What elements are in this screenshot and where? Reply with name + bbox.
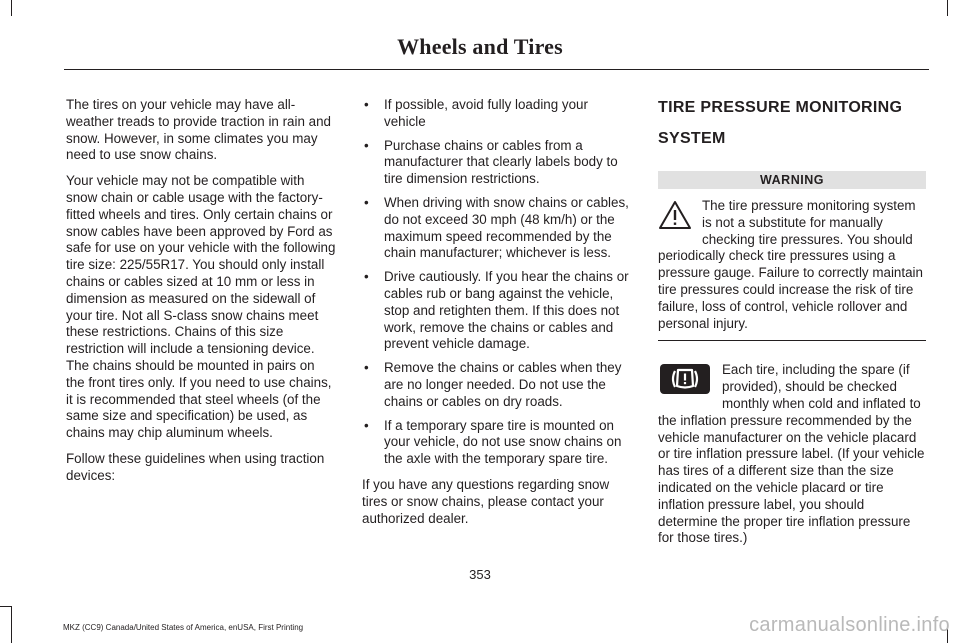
tpms-text: Each tire, including the spare (if provided), should be checked monthly when cold and inflated to the inflation pressure recommended by the vehicle manufacturer on the vehicle placard or tire inflation pressure label. (If your vehicle has tires of a different size than the size indicated on the vehicle placard or tire inflation pressure label, you should determine the proper tire inflation pressure for those tires.) [658, 362, 925, 546]
crop-mark-bottom-left-v [11, 606, 12, 643]
crop-mark-top-right-v [947, 0, 948, 16]
list-item: • Purchase chains or cables from a manufacturer that clearly labels body to tire dimension restrictions. [362, 138, 632, 188]
guidelines-list [362, 97, 632, 468]
paragraph-chain-compatibility: Your vehicle may not be compatible with snow chain or cable usage with the factory-fitted wheels and tires. Only certain chains or snow cables have been approved by Ford as safe for use on your vehicle with the following tire size: 225/55R17. You should only install chains or cables sized at 10 mm or less in dimension as measured on the sidewall of your tire. Not all S-class snow chains meet these restrictions. Chains of this size restriction will include a tensioning device. The chains should be mounted in pairs on the front tires only. If you need to use chains, it is recommended that steel wheels (of the same size and specification) be used, as chains may chip aluminum wheels. [66, 173, 336, 441]
list-item: • If possible, avoid fully loading your vehicle [362, 97, 632, 131]
tpms-block [658, 362, 926, 547]
warning-block [658, 198, 926, 332]
list-item: • Drive cautiously. If you hear the chains or cables rub or bang against the vehicle, stop and retighten them. If this does not work, remove the chains or cables and prevent vehicle damage. [362, 269, 632, 353]
column-traction-guidelines [362, 97, 632, 536]
crop-mark-top-left-v [11, 0, 12, 16]
paragraph-dealer-contact: If you have any questions regarding snow tires or snow chains, please contact your authorized dealer. [362, 476, 610, 526]
paragraph-all-weather-treads: The tires on your vehicle may have all-weather treads to provide traction in rain and snow. However, in some climates you may need to use snow chains. [66, 97, 331, 163]
warning-divider [658, 340, 926, 341]
section-title-line2: SYSTEM [658, 130, 726, 147]
header-rule [64, 69, 929, 70]
list-item: • Remove the chains or cables when they are no longer needed. Do not use the chains or cables on dry roads. [362, 360, 632, 410]
warning-text: The tire pressure monitoring system is not a substitute for manually checking tire pressures. You should periodically check tire pressures using a pressure gauge. Failure to correctly maintain tire pressures could increase the risk of tire failure, loss of control, vehicle rollover and personal injury. [658, 198, 923, 331]
tire-pressure-warning-icon [660, 364, 710, 394]
warning-triangle-icon [658, 200, 692, 235]
section-title-line1: TIRE PRESSURE MONITORING [658, 99, 903, 116]
list-item: • When driving with snow chains or cables, do not exceed 30 mph (48 km/h) or the maximum speed recommended by the chain manufacturer; whichever is less. [362, 195, 632, 262]
page-header-title: Wheels and Tires [397, 34, 563, 59]
edition-footer: MKZ (CC9) Canada/United States of America, enUSA, First Printing [63, 623, 304, 632]
crop-mark-bottom-left-h [0, 606, 11, 607]
page-number: 353 [469, 567, 491, 582]
column-tire-pressure-monitoring [658, 97, 926, 547]
column-snow-chains-intro [66, 97, 336, 494]
warning-label: WARNING [658, 171, 926, 189]
list-item: • If a temporary spare tire is mounted on your vehicle, do not use snow chains on the axle with the temporary spare tire. [362, 418, 632, 468]
paragraph-guidelines-lead: Follow these guidelines when using traction devices: [66, 450, 325, 483]
watermark: carmanualsonline.info [749, 614, 950, 636]
